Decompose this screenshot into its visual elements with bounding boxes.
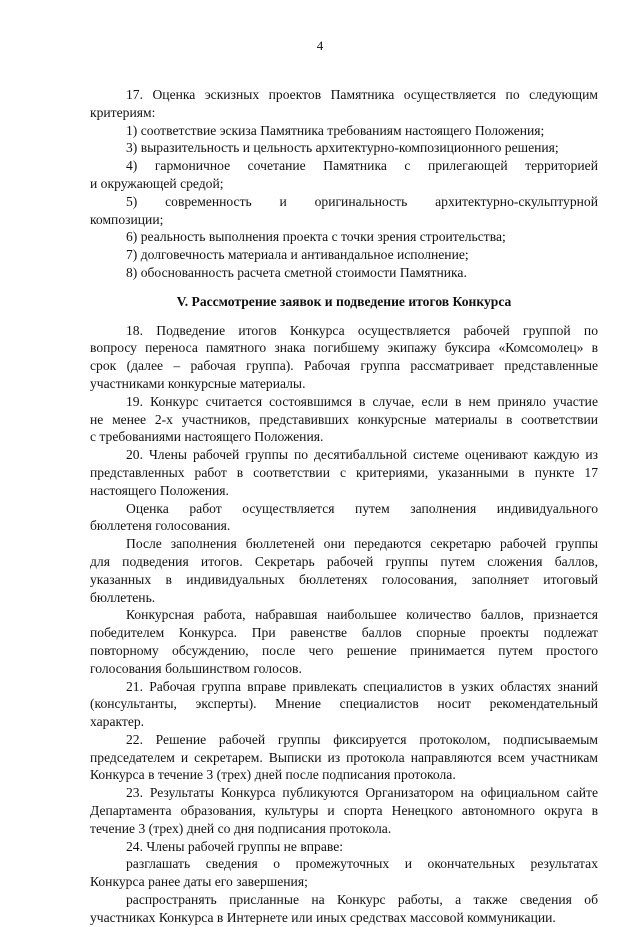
- text-line: победителем Конкурса. При равенстве баллов спорные проекты подлежат: [90, 625, 598, 641]
- text-line: голосования большинством голосов.: [90, 660, 302, 676]
- text-line: Департамента образования, культуры и спорта Ненецкого автономного округа в: [90, 803, 598, 819]
- text-line: течение 3 (трех) дней со дня подписания протокола.: [90, 820, 392, 836]
- text-line: для подведения итогов. Секретарь рабочей группы путем сложения баллов,: [90, 553, 598, 569]
- text-line: настоящего Положения.: [90, 482, 229, 498]
- text-line: характер.: [90, 714, 145, 730]
- text-line: с требованиями настоящего Положения.: [90, 429, 324, 445]
- text-line: срок (далее – рабочая группа). Рабочая группа рассматривает представленные: [90, 358, 598, 374]
- text-line: вопросу переноса памятного знака погибшему экипажу буксира «Комсомолец» в: [90, 340, 598, 356]
- text-line: 7) долговечность материала и антивандальное исполнение;: [126, 247, 469, 263]
- text-line: повторному обсуждению, после чего решение принимается путем простого: [90, 642, 598, 658]
- text-line: распространять присланные на Конкурс работы, а также сведения об: [126, 892, 598, 908]
- text-line: 8) обоснованность расчета сметной стоимости Памятника.: [126, 264, 467, 280]
- text-line: Конкурсная работа, набравшая наибольшее количество баллов, признается: [126, 607, 598, 623]
- text-line: После заполнения бюллетеней они передаются секретарю рабочей группы: [126, 536, 598, 552]
- text-line: 24. Члены рабочей группы не вправе:: [126, 838, 344, 854]
- text-line: участниками конкурсные материалы.: [90, 375, 306, 391]
- text-line: критериям:: [90, 104, 156, 120]
- text-line: 17. Оценка эскизных проектов Памятника осуществляется по следующим: [126, 87, 598, 102]
- text-line: представленных работ в соответствии с критериями, указанными в пункте 17: [90, 464, 598, 480]
- text-line: участниках Конкурса в Интернете или иных средствах массовой коммуникации.: [90, 909, 556, 925]
- text-line: 5) современность и оригинальность архитектурно-скульптурной: [126, 193, 598, 209]
- text-line: 23. Результаты Конкурса публикуются Организатором на официальном сайте: [126, 785, 598, 801]
- text-line: композиции;: [90, 211, 164, 227]
- text-line: 18. Подведение итогов Конкурса осуществляется рабочей группой по: [126, 322, 598, 338]
- document-body: [90, 86, 598, 927]
- text-line: 21. Рабочая группа вправе привлекать специалистов в узких областях знаний: [126, 678, 598, 694]
- text-line: 22. Решение рабочей группы фиксируется протоколом, подписываемым: [126, 731, 598, 747]
- text-line: бюллетень.: [90, 589, 156, 605]
- text-line: 19. Конкурс считается состоявшимся в случае, если в нем приняло участие: [126, 393, 598, 409]
- text-line: не менее 2-х участников, представивших конкурсные материалы в соответствии: [90, 411, 598, 427]
- page-number: 4: [316, 38, 324, 53]
- text-line: 4) гармоничное сочетание Памятника с прилегающей территорией: [126, 158, 598, 174]
- text-line: Конкурса в течение 3 (трех) дней после подписания протокола.: [90, 767, 456, 783]
- text-line: 1) соответствие эскиза Памятника требованиям настоящего Положения;: [126, 122, 545, 138]
- text-line: разглашать сведения о промежуточных и окончательных результатах: [126, 856, 598, 872]
- text-line: председателем и секретарем. Выписки из протокола направляются всем участникам: [90, 749, 598, 765]
- text-line: 6) реальность выполнения проекта с точки зрения строительства;: [126, 229, 506, 245]
- text-line: указанных в индивидуальных бюллетенях голосования, заполняет итоговый: [90, 571, 598, 587]
- text-line: и окружающей средой;: [90, 175, 224, 191]
- text-line: (консультанты, эксперты). Мнение специалистов носит рекомендательный: [90, 696, 598, 712]
- section-heading: V. Рассмотрение заявок и подведение итогов Конкурса: [176, 293, 512, 309]
- text-line: 3) выразительность и цельность архитектурно-композиционного решения;: [126, 140, 559, 156]
- text-line: Конкурса ранее даты его завершения;: [90, 874, 308, 890]
- text-line: бюллетеня голосования.: [90, 518, 231, 534]
- text-line: Оценка работ осуществляется путем заполнения индивидуального: [126, 500, 598, 516]
- text-line: 20. Члены рабочей группы по десятибалльной системе оценивают каждую из: [126, 447, 598, 463]
